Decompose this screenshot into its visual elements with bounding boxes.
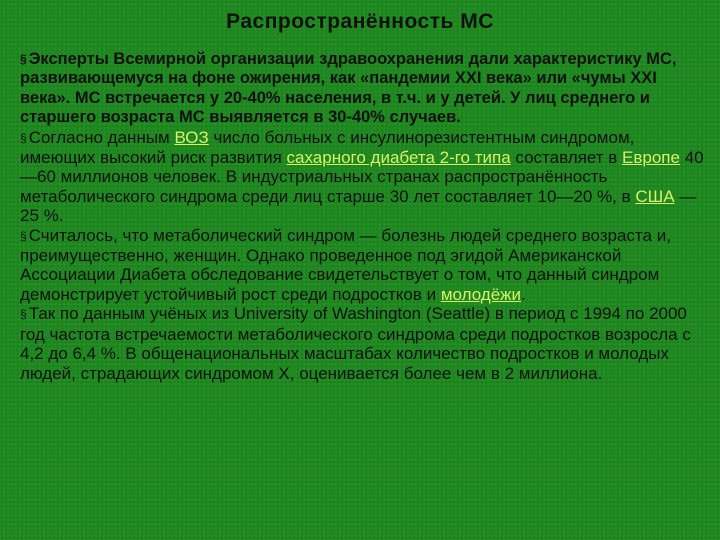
bullet-icon: §: [20, 130, 27, 145]
link-youth[interactable]: молодёжи: [440, 284, 522, 304]
paragraph-washington-study: [20, 304, 710, 383]
paragraph-text: число больных с инсулинорезистентным синдромом, имеющих высокий риск развития: [20, 127, 635, 168]
slide-title: Распространённость МС: [226, 10, 494, 33]
paragraph-text: Так по данным учёных из University of Washington (Seattle) в период с 1994 по 2000 год частота встречаемости метаболического синдрома среди подростков возросла с 4,2 до 6,4 %. В общенациональных масштабах количество подростков и молодых людей, страдающих синдромом Х, оценивается более чем в 2 миллиона.: [20, 304, 691, 383]
link-usa[interactable]: США: [635, 186, 675, 206]
bullet-icon: §: [20, 52, 27, 66]
paragraph-text: .: [521, 284, 526, 304]
paragraph-text: Эксперты Всемирной организации здравоохранения дали характеристику МС, развивающемуся на фоне ожирения, как «пандемии XXI века» или «чумы XXI века». МС встречается у 20-40% населения, в т.ч. и у детей. У лиц среднего и старшего возраста МС выявляется в 30-40% случаев.: [20, 50, 677, 127]
link-europe[interactable]: Европе: [622, 148, 680, 168]
paragraph-text: Считалось, что метаболический синдром — болезнь людей среднего возраста и, преимущественно, женщин. Однако проведенное под эгидой Американской Ассоциации Диабета обследование свидетельствует о том, что данный синдром демонстрирует устойчивый рост среди подростков и: [20, 225, 671, 304]
bullet-icon: §: [20, 307, 27, 322]
slide-content: [20, 50, 710, 383]
bullet-icon: §: [20, 228, 27, 243]
paragraph-who-data: [20, 128, 710, 226]
paragraph-text: составляет в: [510, 148, 623, 168]
paragraph-ada-survey: [20, 226, 710, 305]
paragraph-text: 40—60 миллионов человек. В индустриальных странах распространённость метаболического синдрома среди лиц старше 30 лет составляет 10—20 %, в: [20, 148, 704, 206]
paragraph-text: Согласно данным: [28, 127, 175, 147]
paragraph-text: — 25 %.: [20, 186, 697, 226]
link-who[interactable]: ВОЗ: [174, 127, 209, 147]
paragraph-who-characterization: [20, 50, 710, 128]
link-type2-diabetes[interactable]: сахарного диабета 2-го типа: [286, 148, 511, 168]
